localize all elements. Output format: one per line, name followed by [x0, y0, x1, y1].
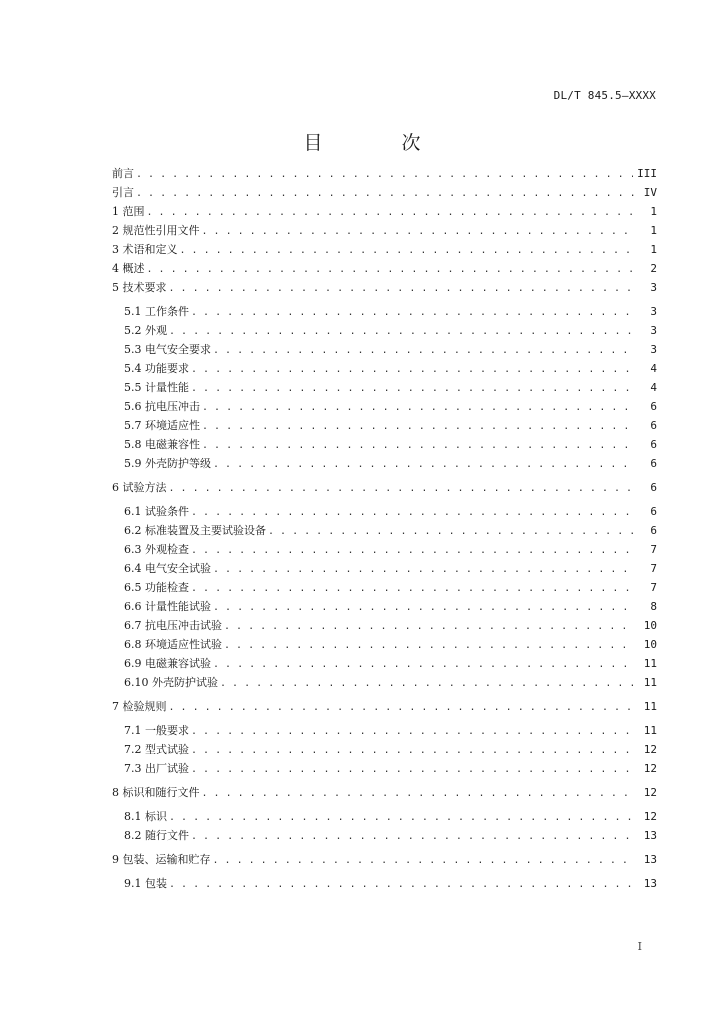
toc-entry[interactable] [112, 850, 657, 869]
toc-dot-leader [191, 579, 635, 598]
toc-dot-leader [169, 279, 636, 298]
toc-entry-label: 5.5 计量性能 [124, 381, 189, 394]
toc-entry-page: 6 [650, 400, 657, 413]
toc-entry-label: 6 试验方法 [112, 481, 167, 494]
toc-entry[interactable] [112, 321, 657, 340]
toc-entry-label: 5.6 抗电压冲击 [124, 400, 200, 413]
toc-entry-label: 5 技术要求 [112, 281, 167, 294]
toc-entry-page: 7 [650, 581, 657, 594]
table-of-contents [112, 164, 657, 893]
toc-entry[interactable] [112, 378, 657, 397]
toc-entry-label: 9.1 包装 [124, 877, 167, 890]
toc-entry[interactable] [112, 874, 657, 893]
toc-entry-page: 3 [650, 305, 657, 318]
toc-entry-page: IV [643, 186, 657, 199]
toc-entry-page: 12 [643, 762, 657, 775]
toc-entry[interactable] [112, 559, 657, 578]
toc-entry[interactable] [112, 721, 657, 740]
toc-dot-leader [147, 260, 636, 279]
toc-entry[interactable] [112, 183, 657, 202]
toc-dot-leader [180, 241, 636, 260]
document-id: DL/T 845.5—XXXX [553, 89, 656, 102]
toc-entry-page: 6 [650, 438, 657, 451]
toc-entry-page: 1 [650, 243, 657, 256]
toc-entry-label: 前言 [112, 167, 134, 180]
toc-entry-label: 7.1 一般要求 [124, 724, 189, 737]
toc-entry[interactable] [112, 807, 657, 826]
toc-dot-leader [213, 598, 635, 617]
toc-dot-leader [169, 808, 635, 827]
toc-dot-leader [224, 636, 635, 655]
page-number: I [637, 940, 642, 953]
toc-entry-page: 4 [650, 362, 657, 375]
toc-entry-page: 13 [643, 829, 657, 842]
toc-entry[interactable] [112, 673, 657, 692]
toc-entry-label: 5.2 外观 [124, 324, 167, 337]
toc-entry-label: 8 标识和随行文件 [112, 786, 200, 799]
toc-dot-leader [191, 503, 635, 522]
toc-dot-leader [202, 784, 636, 803]
toc-entry-label: 6.7 抗电压冲击试验 [124, 619, 222, 632]
toc-entry-page: 2 [650, 262, 657, 275]
toc-entry-page: 1 [650, 205, 657, 218]
toc-entry-label: 引言 [112, 186, 134, 199]
toc-entry[interactable] [112, 202, 657, 221]
toc-entry-label: 4 概述 [112, 262, 145, 275]
toc-dot-leader [191, 760, 635, 779]
toc-entry[interactable] [112, 740, 657, 759]
toc-entry[interactable] [112, 221, 657, 240]
toc-entry-label: 2 规范性引用文件 [112, 224, 200, 237]
toc-entry[interactable] [112, 302, 657, 321]
toc-dot-leader [169, 322, 635, 341]
toc-entry-label: 8.2 随行文件 [124, 829, 189, 842]
toc-entry-page: 3 [650, 343, 657, 356]
toc-entry[interactable] [112, 635, 657, 654]
toc-entry[interactable] [112, 454, 657, 473]
toc-dot-leader [191, 379, 635, 398]
toc-title: 目 次 [303, 132, 451, 154]
toc-entry-label: 1 范围 [112, 205, 145, 218]
toc-entry[interactable] [112, 654, 657, 673]
toc-entry-page: 1 [650, 224, 657, 237]
toc-dot-leader [268, 522, 635, 541]
toc-entry-label: 6.4 电气安全试验 [124, 562, 211, 575]
toc-dot-leader [220, 674, 635, 693]
toc-entry-page: 11 [643, 700, 657, 713]
toc-dot-leader [202, 436, 635, 455]
toc-entry-page: 12 [643, 810, 657, 823]
toc-entry-label: 6.6 计量性能试验 [124, 600, 211, 613]
toc-entry[interactable] [112, 359, 657, 378]
toc-dot-leader [147, 203, 636, 222]
toc-entry[interactable] [112, 278, 657, 297]
toc-dot-leader [169, 698, 636, 717]
toc-entry-label: 6.2 标准装置及主要试验设备 [124, 524, 266, 537]
toc-entry-label: 6.9 电磁兼容试验 [124, 657, 211, 670]
toc-entry-label: 8.1 标识 [124, 810, 167, 823]
toc-entry-page: 11 [643, 724, 657, 737]
toc-entry-page: 6 [650, 524, 657, 537]
toc-dot-leader [202, 417, 635, 436]
toc-entry-page: 10 [643, 638, 657, 651]
toc-entry-page: III [637, 167, 657, 180]
toc-entry[interactable] [112, 435, 657, 454]
toc-entry-label: 6.1 试验条件 [124, 505, 189, 518]
toc-dot-leader [213, 655, 635, 674]
toc-entry-label: 5.1 工作条件 [124, 305, 189, 318]
toc-entry[interactable] [112, 826, 657, 845]
toc-entry-page: 6 [650, 481, 657, 494]
toc-dot-leader [213, 341, 635, 360]
toc-entry-page: 6 [650, 505, 657, 518]
toc-entry[interactable] [112, 397, 657, 416]
toc-entry[interactable] [112, 616, 657, 635]
toc-entry-page: 3 [650, 281, 657, 294]
toc-entry-label: 6.8 环境适应性试验 [124, 638, 222, 651]
toc-entry-label: 5.3 电气安全要求 [124, 343, 211, 356]
toc-dot-leader [169, 875, 635, 894]
toc-entry[interactable] [112, 597, 657, 616]
toc-entry[interactable] [112, 697, 657, 716]
toc-entry[interactable] [112, 521, 657, 540]
toc-entry-label: 5.4 功能要求 [124, 362, 189, 375]
toc-entry-page: 12 [643, 786, 657, 799]
toc-entry-page: 7 [650, 562, 657, 575]
toc-dot-leader [191, 722, 635, 741]
toc-entry-page: 11 [643, 676, 657, 689]
toc-entry-label: 5.7 环境适应性 [124, 419, 200, 432]
toc-dot-leader [202, 398, 635, 417]
toc-dot-leader [169, 479, 636, 498]
toc-entry-label: 7.3 出厂试验 [124, 762, 189, 775]
toc-entry[interactable] [112, 478, 657, 497]
toc-entry-label: 5.8 电磁兼容性 [124, 438, 200, 451]
toc-dot-leader [213, 851, 636, 870]
toc-dot-leader [202, 222, 636, 241]
toc-entry-label: 7 检验规则 [112, 700, 167, 713]
toc-entry-label: 5.9 外壳防护等级 [124, 457, 211, 470]
toc-dot-leader [191, 827, 635, 846]
toc-entry-page: 4 [650, 381, 657, 394]
toc-dot-leader [213, 560, 635, 579]
toc-entry[interactable] [112, 259, 657, 278]
toc-entry[interactable] [112, 340, 657, 359]
toc-entry-label: 9 包装、运输和贮存 [112, 853, 211, 866]
toc-entry[interactable] [112, 578, 657, 597]
toc-entry-label: 7.2 型式试验 [124, 743, 189, 756]
toc-dot-leader [224, 617, 635, 636]
toc-dot-leader [191, 303, 635, 322]
toc-entry-page: 8 [650, 600, 657, 613]
toc-entry[interactable] [112, 502, 657, 521]
toc-entry-page: 12 [643, 743, 657, 756]
toc-dot-leader [191, 541, 635, 560]
toc-entry-label: 3 术语和定义 [112, 243, 178, 256]
toc-entry-label: 6.10 外壳防护试验 [124, 676, 218, 689]
toc-entry-page: 10 [643, 619, 657, 632]
toc-entry-page: 13 [643, 853, 657, 866]
toc-entry[interactable] [112, 416, 657, 435]
toc-entry[interactable] [112, 240, 657, 259]
toc-dot-leader [136, 184, 635, 203]
toc-entry-page: 13 [643, 877, 657, 890]
toc-entry[interactable] [112, 783, 657, 802]
toc-entry-label: 6.5 功能检查 [124, 581, 189, 594]
toc-entry-page: 3 [650, 324, 657, 337]
toc-entry[interactable] [112, 759, 657, 778]
toc-entry-page: 6 [650, 419, 657, 432]
toc-dot-leader [191, 360, 635, 379]
toc-dot-leader [191, 741, 635, 760]
toc-dot-leader [213, 455, 635, 474]
toc-entry[interactable] [112, 540, 657, 559]
toc-entry-page: 7 [650, 543, 657, 556]
toc-entry-label: 6.3 外观检查 [124, 543, 189, 556]
toc-entry-page: 11 [643, 657, 657, 670]
toc-entry[interactable] [112, 164, 657, 183]
toc-entry-page: 6 [650, 457, 657, 470]
toc-dot-leader [136, 165, 633, 184]
